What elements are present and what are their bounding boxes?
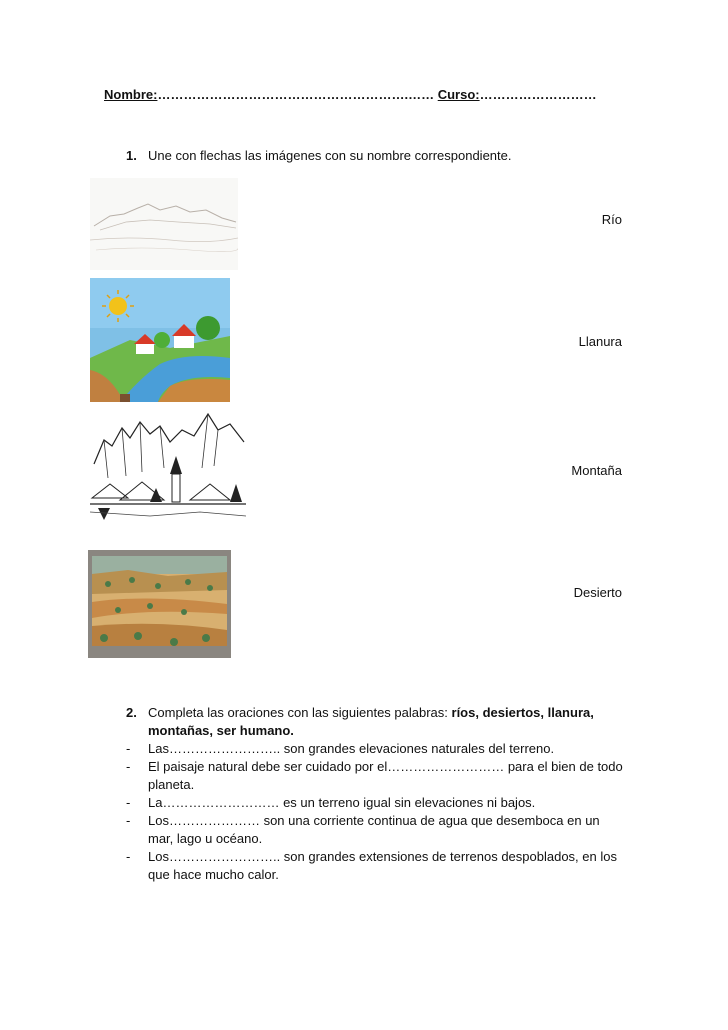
- question-1-text: Une con flechas las imágenes con su nombre correspondiente.: [148, 148, 512, 163]
- village-mountains-drawing-image: [90, 408, 246, 526]
- list-item: [126, 794, 626, 812]
- question-2-intro: [126, 704, 626, 740]
- word-llanura: Llanura: [578, 334, 622, 349]
- list-bullet: -: [126, 849, 131, 864]
- word-rio: Río: [601, 212, 622, 227]
- word-desierto: Desierto: [573, 585, 622, 600]
- list-item: [126, 758, 626, 794]
- course-label: Curso:: [437, 87, 480, 102]
- question-2-number: 2.: [126, 705, 137, 720]
- name-label: Nombre:: [104, 87, 158, 102]
- name-dots: ………………………………………………….……: [157, 87, 435, 102]
- question-2: [126, 704, 626, 884]
- sentence-text: Las…………………….. son grandes elevaciones naturales del terreno.: [148, 741, 555, 756]
- sentence-text: Los………………… son una corriente continua de agua que desemboca en un mar, lago u océano.: [148, 813, 600, 846]
- sentence-text: El paisaje natural debe ser cuidado por el……………………… para el bien de todo planeta.: [148, 759, 623, 792]
- list-item: [126, 848, 626, 884]
- list-item: [126, 740, 626, 758]
- question-2-text: Completa las oraciones con las siguientes palabras:: [148, 705, 452, 720]
- header-line: [104, 87, 597, 102]
- sentence-text: La……………………… es un terreno igual sin elevaciones ni bajos.: [148, 795, 536, 810]
- list-bullet: -: [126, 759, 131, 774]
- sentence-text: Los…………………….. son grandes extensiones de terrenos despoblados, en los que hace mucho calor.: [148, 849, 617, 882]
- word-montana: Montaña: [571, 463, 622, 478]
- mountain-sketch-image: [90, 178, 238, 270]
- question-1-number: 1.: [126, 148, 137, 163]
- list-bullet: -: [126, 813, 131, 828]
- list-item: [126, 812, 626, 848]
- desert-plain-painting-image: [88, 550, 231, 658]
- list-bullet: -: [126, 795, 131, 810]
- course-dots: ………………………: [479, 87, 597, 102]
- word-bank: ríos, desiertos, llanura, montañas, ser humano.: [148, 705, 594, 738]
- river-painting-image: [90, 278, 230, 402]
- list-bullet: -: [126, 741, 131, 756]
- question-1: [126, 147, 512, 165]
